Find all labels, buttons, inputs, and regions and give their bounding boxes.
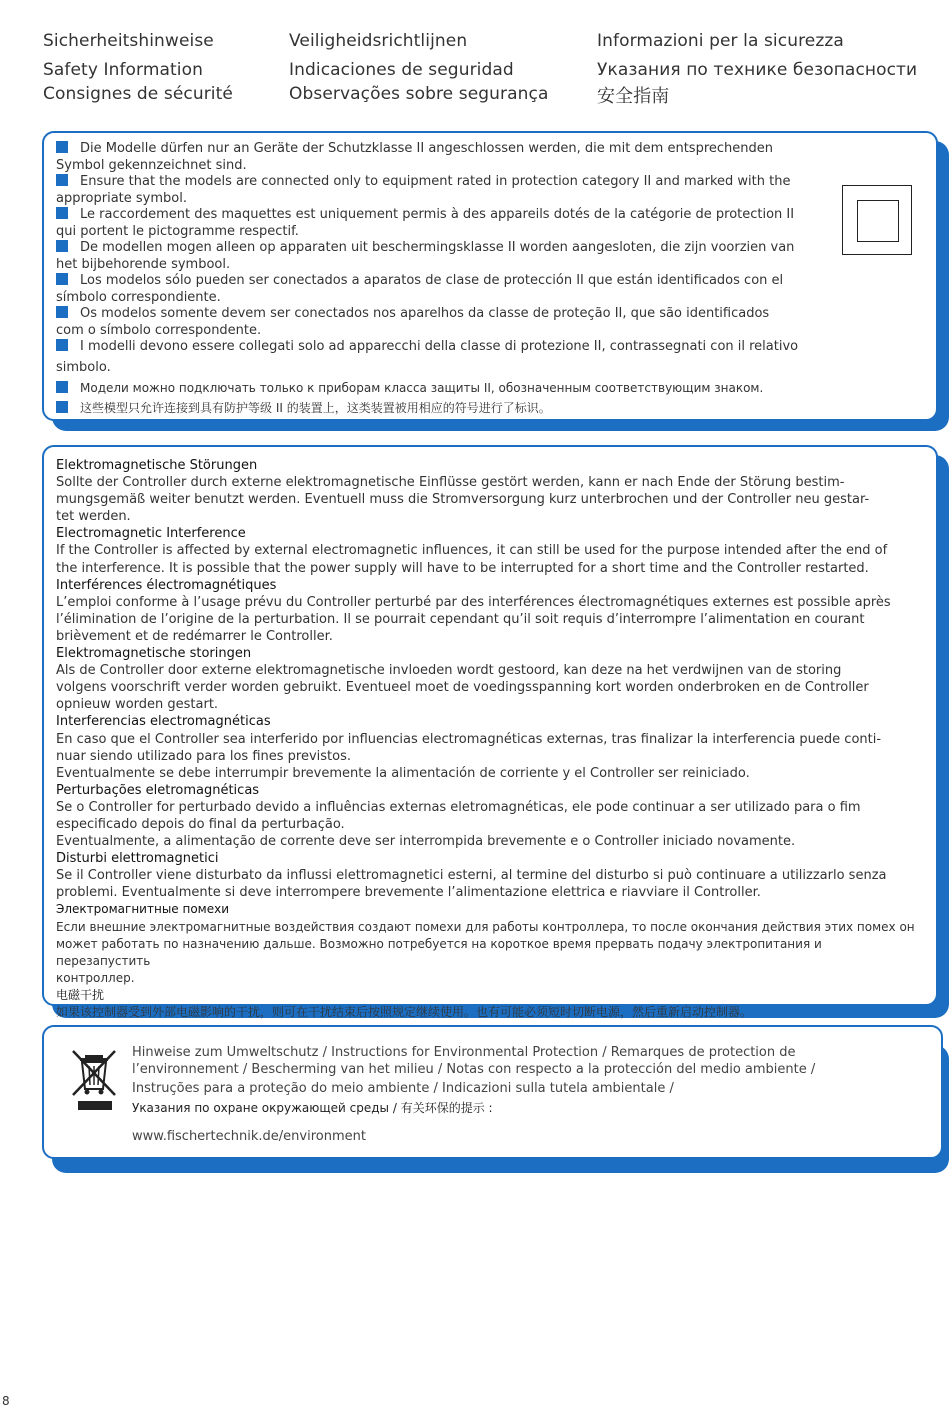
safety-item-line: Os modelos somente devem ser conectados nos aparelhos da classe de proteção II, que são identificados bbox=[80, 306, 770, 321]
crossed-out-bin-icon bbox=[70, 1049, 122, 1113]
safety-item-line: Die Modelle dürfen nur an Geräte der Schutzklasse II angeschlossen werden, die mit dem entsprechenden bbox=[80, 141, 773, 156]
emc-heading-de: Elektromagnetische Störungen bbox=[56, 458, 258, 473]
emc-text bbox=[56, 457, 918, 1021]
emc-heading-zh: 电磁干扰 bbox=[56, 987, 105, 1002]
env-line: Hinweise zum Umweltschutz / Instructions for Environmental Protection / Remarques de protection de bbox=[132, 1045, 796, 1060]
safety-item-line: Модели можно подключать только к приборам класса защиты II, обозначенным соответствующим знаком. bbox=[80, 381, 764, 395]
header-title-nl: Veiligheidsrichtlijnen bbox=[289, 31, 468, 51]
safety-item-line: 这些模型只允许连接到具有防护等级 II 的装置上，这类装置被用相应的符号进行了标识。 bbox=[80, 400, 551, 415]
emc-line: Se o Controller for perturbado devido a influências externas eletromagnéticas, ele pode continuar a ser utilizado para o fim bbox=[56, 799, 861, 815]
env-box bbox=[42, 1025, 943, 1159]
emc-line: brièvement et de redémarrer le Controller. bbox=[56, 628, 333, 644]
header-title-es: Indicaciones de seguridad bbox=[289, 60, 514, 80]
safety-box bbox=[42, 131, 938, 421]
header-title-pt: Observações sobre segurança bbox=[289, 84, 549, 104]
env-line: Instruções para a proteção do meio ambiente / Indicazioni sulla tutela ambientale / bbox=[132, 1081, 674, 1096]
emc-line: If the Controller is affected by external electromagnetic influences, it can still be used for the purpose intended after the end of bbox=[56, 543, 888, 559]
header-title-zh: 安全指南 bbox=[597, 86, 670, 107]
safety-item-line: het bijbehorende symbool. bbox=[56, 256, 231, 272]
env-line: Указания по охране окружающей среды / 有关环保的提示 : bbox=[132, 1101, 493, 1115]
env-url-link[interactable]: www.fischertechnik.de/environment bbox=[132, 1129, 366, 1144]
bullet-square-icon bbox=[56, 273, 68, 285]
bullet-square-icon bbox=[56, 401, 68, 413]
bullet-square-icon bbox=[56, 240, 68, 252]
safety-item-line: Ensure that the models are connected only to equipment rated in protection category II and marked with the bbox=[80, 174, 791, 189]
emc-heading-ru: Электромагнитные помехи bbox=[56, 902, 230, 917]
safety-item bbox=[56, 339, 836, 356]
header-title-fr: Consignes de sécurité bbox=[43, 84, 233, 104]
safety-item bbox=[56, 240, 836, 257]
emc-line: nuar siendo utilizado para los fines previstos. bbox=[56, 748, 351, 764]
safety-item-line: I modelli devono essere collegati solo ad apparecchi della classe di protezione II, contrassegnati con il relativo bbox=[80, 339, 799, 354]
emc-line: problemi. Eventualmente si deve interrompere brevemente l’alimentazione elettrica e riavviare il Controller. bbox=[56, 885, 761, 901]
safety-item bbox=[56, 207, 836, 224]
safety-item bbox=[56, 141, 836, 158]
emc-heading-es: Interferencias electromagnéticas bbox=[56, 714, 271, 730]
emc-line: может работать по назначению дальше. Возможно потребуется на короткое время прервать подачу электропитания и перезапустить bbox=[56, 936, 822, 968]
emc-line: mungsgemäß weiter benutzt werden. Eventuell muss die Stromversorgung kurz unterbrochen und der Controller neu gestar- bbox=[56, 492, 870, 508]
emc-line: especificado depois do final da perturbação. bbox=[56, 816, 345, 832]
env-line: l’environnement / Bescherming van het milieu / Notas con respecto a la protección del medio ambiente / bbox=[132, 1062, 816, 1077]
safety-item-line: Los modelos sólo pueden ser conectados a aparatos de clase de protección II que están identificados con el bbox=[80, 273, 784, 288]
header-title-ru: Указания по технике безопасности bbox=[597, 60, 918, 80]
header-title-en: Safety Information bbox=[43, 60, 203, 80]
page-number: 8 bbox=[2, 1394, 10, 1408]
bullet-square-icon bbox=[56, 306, 68, 318]
safety-text bbox=[56, 141, 836, 416]
protection-class-ii-inner-square bbox=[857, 200, 899, 242]
safety-item bbox=[56, 273, 836, 290]
bullet-square-icon bbox=[56, 381, 68, 393]
emc-line: opnieuw worden gestart. bbox=[56, 697, 219, 713]
header-title-de: Sicherheitshinweise bbox=[43, 31, 214, 51]
emc-line: 如果该控制器受到外部电磁影响的干扰，则可在干扰结束后按照规定继续使用。也有可能必须短时切断电源，然后重新启动控制器。 bbox=[56, 1005, 753, 1019]
emc-line: Se il Controller viene disturbato da influssi elettromagnetici esterni, al termine del disturbo si può continuare a utilizzarlo senza bbox=[56, 868, 887, 884]
emc-box bbox=[42, 445, 938, 1019]
emc-line: volgens voorschrift verder worden gebruikt. Eventueel moet de voedingsspanning kort worden onderbroken en de Controller bbox=[56, 680, 869, 696]
safety-item bbox=[56, 380, 836, 397]
emc-line: Eventualmente se debe interrumpir brevemente la alimentación de corriente y el Controller ser reiniciado. bbox=[56, 765, 750, 781]
protection-class-ii-icon bbox=[842, 185, 912, 255]
emc-heading-en: Electromagnetic Interference bbox=[56, 526, 246, 542]
emc-line: the interference. It is possible that the power supply will have to be interrupted for a short time and the Controller restarted. bbox=[56, 560, 869, 576]
bullet-square-icon bbox=[56, 207, 68, 219]
bullet-square-icon bbox=[56, 141, 68, 153]
emc-line: l’élimination de l’origine de la perturbation. Il se pourrait cependant qu’il soit requis d’interrompre l’alimentation en courant bbox=[56, 611, 865, 627]
emc-line: tet werden. bbox=[56, 509, 131, 525]
safety-item-line: simbolo. bbox=[56, 359, 111, 375]
bullet-square-icon bbox=[56, 339, 68, 351]
safety-item-line: Le raccordement des maquettes est uniquement permis à des appareils dotés de la catégorie de protection II bbox=[80, 207, 795, 222]
emc-heading-pt: Perturbações eletromagnéticas bbox=[56, 782, 260, 798]
emc-line: Если внешние электромагнитные воздействия создают помехи для работы контроллера, то после окончания действия этих помех он bbox=[56, 919, 915, 934]
safety-item-line: Symbol gekennzeichnet sind. bbox=[56, 157, 247, 173]
emc-heading-nl: Elektromagnetische storingen bbox=[56, 646, 252, 662]
safety-item bbox=[56, 400, 836, 417]
safety-item-line: appropriate symbol. bbox=[56, 190, 187, 206]
safety-item bbox=[56, 306, 836, 323]
safety-item-line: De modellen mogen alleen op apparaten uit beschermingsklasse II worden aangesloten, die zijn voorzien van bbox=[80, 240, 795, 255]
emc-heading-fr: Interférences électromagnétiques bbox=[56, 577, 277, 593]
emc-line: Sollte der Controller durch externe elektromagnetische Einflüsse gestört werden, kann er nach Ende der Störung bestim- bbox=[56, 475, 845, 491]
header-title-it: Informazioni per la sicurezza bbox=[597, 31, 844, 51]
safety-item bbox=[56, 174, 836, 191]
safety-item-line: símbolo correspondiente. bbox=[56, 289, 221, 305]
emc-line: Eventualmente, a alimentação de corrente deve ser interrompida brevemente e o Controller iniciado novamente. bbox=[56, 834, 796, 850]
safety-item-line: qui portent le pictogramme respectif. bbox=[56, 223, 299, 239]
emc-line: L’emploi conforme à l’usage prévu du Controller perturbé par des interférences électromagnétiques externes est possible après bbox=[56, 594, 891, 610]
emc-line: En caso que el Controller sea interferido por influencias electromagnéticas externas, tras finalizar la interferencia puede conti- bbox=[56, 731, 882, 747]
emc-line: контроллер. bbox=[56, 970, 135, 985]
safety-item-line: com o símbolo correspondente. bbox=[56, 322, 262, 338]
emc-heading-it: Disturbi elettromagnetici bbox=[56, 851, 219, 867]
bullet-square-icon bbox=[56, 174, 68, 186]
emc-line: Als de Controller door externe elektromagnetische invloeden wordt gestoord, kan deze na het verdwijnen van de storing bbox=[56, 663, 842, 679]
